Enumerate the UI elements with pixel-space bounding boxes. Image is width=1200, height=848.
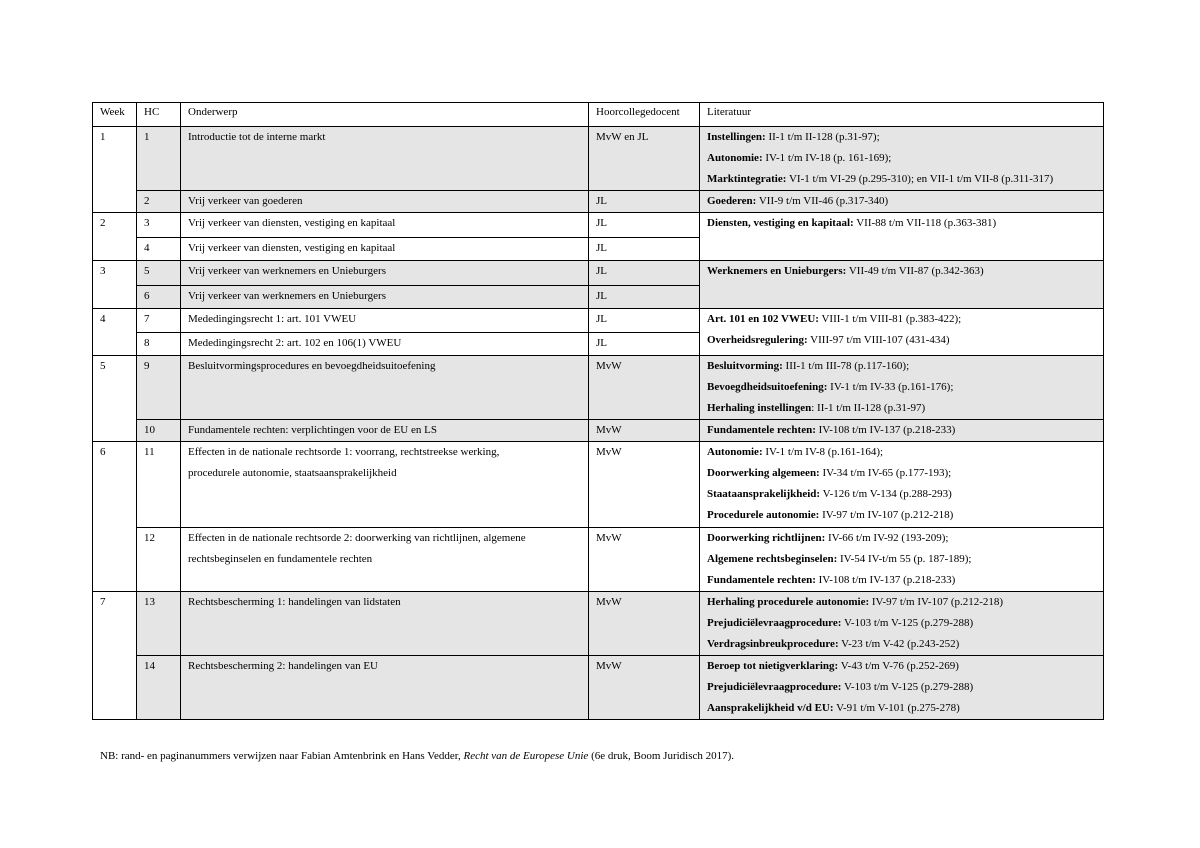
literature-reference: V-103 t/m V-125 (p.279-288) — [841, 617, 974, 629]
literatuur-cell — [700, 191, 1104, 213]
literature-line — [707, 549, 1103, 570]
onderwerp-line: procedurele autonomie, staatsaansprakelijkheid — [188, 467, 397, 479]
literature-topic: Prejudiciëlevraagprocedure: — [707, 617, 842, 629]
literature-line — [707, 528, 1103, 549]
literature-reference: V-91 t/m V-101 (p.275-278) — [833, 702, 960, 714]
table-row — [93, 656, 1104, 720]
hc-cell: 3 — [137, 213, 181, 238]
literature-topic: Goederen: — [707, 195, 757, 207]
schedule-body — [93, 127, 1104, 720]
literature-line — [707, 656, 1103, 677]
docent-cell: JL — [589, 333, 700, 356]
literature-topic: Procedurele autonomie: — [707, 509, 820, 521]
literature-topic: Doorwerking algemeen: — [707, 467, 820, 479]
header-row — [93, 103, 1104, 127]
hc-cell: 12 — [137, 528, 181, 592]
docent-cell: MvW — [589, 592, 700, 656]
header-onderwerp: Onderwerp — [181, 103, 589, 127]
onderwerp-cell — [181, 356, 589, 420]
hc-cell: 7 — [137, 309, 181, 333]
literature-line — [707, 127, 1103, 148]
table-row — [93, 442, 1104, 528]
table-row — [93, 592, 1104, 656]
literatuur-cell — [700, 528, 1104, 592]
table-row — [93, 127, 1104, 191]
literature-line — [707, 356, 1103, 377]
literature-topic: Algemene rechtsbeginselen: — [707, 553, 838, 565]
onderwerp-line: rechtsbeginselen en fundamentele rechten — [188, 553, 373, 565]
docent-cell: MvW — [589, 528, 700, 592]
literature-topic: Aansprakelijkheid v/d EU: — [707, 702, 834, 714]
hc-cell: 9 — [137, 356, 181, 420]
literature-topic: Doorwerking richtlijnen: — [707, 532, 826, 544]
literature-reference: IV-1 t/m IV-18 (p. 161-169); — [762, 152, 892, 164]
onderwerp-line: Vrij verkeer van diensten, vestiging en kapitaal — [188, 242, 396, 254]
literature-topic: Art. 101 en 102 VWEU: — [707, 313, 819, 325]
literature-line — [707, 148, 1103, 169]
literature-line — [707, 613, 1103, 634]
literature-topic: Fundamentele rechten: — [707, 424, 816, 436]
literature-reference: VII-49 t/m VII-87 (p.342-363) — [846, 265, 984, 277]
literature-topic: Herhaling instellingen — [707, 402, 812, 414]
hc-cell: 5 — [137, 261, 181, 286]
hc-cell: 13 — [137, 592, 181, 656]
literatuur-cell — [700, 309, 1104, 356]
onderwerp-cell — [181, 213, 589, 238]
literature-reference: V-43 t/m V-76 (p.252-269) — [838, 660, 959, 672]
table-row — [93, 213, 1104, 238]
hc-cell: 6 — [137, 286, 181, 309]
onderwerp-line: Vrij verkeer van werknemers en Unieburgers — [188, 290, 386, 302]
docent-cell: JL — [589, 238, 700, 261]
schedule-table — [92, 102, 1104, 720]
literature-line — [707, 213, 1103, 234]
literature-topic: Werknemers en Unieburgers: — [707, 265, 847, 277]
literatuur-cell — [700, 261, 1104, 309]
literature-reference: IV-108 t/m IV-137 (p.218-233) — [815, 424, 956, 436]
literature-line — [707, 309, 1103, 330]
literature-line — [707, 570, 1103, 591]
literature-line — [707, 463, 1103, 484]
literature-reference: IV-97 t/m IV-107 (p.212-218) — [869, 596, 1004, 608]
literature-reference: IV-97 t/m IV-107 (p.212-218) — [819, 509, 954, 521]
literature-line — [707, 677, 1103, 698]
header-literatuur: Literatuur — [700, 103, 1104, 127]
hc-cell: 11 — [137, 442, 181, 528]
literature-reference: IV-54 IV-t/m 55 (p. 187-189); — [837, 553, 972, 565]
week-cell: 7 — [93, 592, 137, 720]
docent-cell: JL — [589, 286, 700, 309]
literatuur-cell — [700, 213, 1104, 261]
literature-line — [707, 169, 1103, 190]
literature-line — [707, 420, 1103, 441]
table-row — [93, 420, 1104, 442]
footnote-edition: (6e druk, Boom Juridisch 2017). — [588, 750, 735, 762]
literature-topic: Autonomie: — [707, 446, 763, 458]
literature-topic: Verdragsinbreukprocedure: — [707, 638, 839, 650]
table-row — [93, 528, 1104, 592]
literature-line — [707, 634, 1103, 655]
literature-reference: IV-66 t/m IV-92 (193-209); — [825, 532, 949, 544]
literature-topic: Instellingen: — [707, 131, 766, 143]
literature-line — [707, 377, 1103, 398]
literature-topic: Overheidsregulering: — [707, 334, 808, 346]
table-row — [93, 356, 1104, 420]
onderwerp-cell — [181, 191, 589, 213]
week-cell: 6 — [93, 442, 137, 592]
literature-reference: VII-88 t/m VII-118 (p.363-381) — [853, 217, 997, 229]
docent-cell: MvW — [589, 656, 700, 720]
literature-topic: Bevoegdheidsuitoefening: — [707, 381, 828, 393]
literature-line — [707, 261, 1103, 282]
literature-topic: Beroep tot nietigverklaring: — [707, 660, 839, 672]
literature-topic: Fundamentele rechten: — [707, 574, 816, 586]
hc-cell: 14 — [137, 656, 181, 720]
docent-cell: JL — [589, 213, 700, 238]
literatuur-cell — [700, 356, 1104, 420]
hc-cell: 8 — [137, 333, 181, 356]
docent-cell: JL — [589, 261, 700, 286]
onderwerp-cell — [181, 442, 589, 528]
literatuur-cell — [700, 656, 1104, 720]
header-week: Week — [93, 103, 137, 127]
literature-topic: Staataansprakelijkheid: — [707, 488, 821, 500]
literatuur-cell — [700, 420, 1104, 442]
literature-line — [707, 191, 1103, 212]
week-cell: 3 — [93, 261, 137, 309]
literature-topic: Besluitvorming: — [707, 360, 783, 372]
literature-reference: II-1 t/m II-128 (p.31-97); — [765, 131, 880, 143]
header-hc: HC — [137, 103, 181, 127]
onderwerp-line: Fundamentele rechten: verplichtingen voor de EU en LS — [188, 424, 437, 436]
onderwerp-cell — [181, 127, 589, 191]
literature-reference: : II-1 t/m II-128 (p.31-97) — [811, 402, 926, 414]
literature-reference: VIII-97 t/m VIII-107 (431-434) — [807, 334, 950, 346]
literature-reference: V-126 t/m V-134 (p.288-293) — [820, 488, 952, 500]
week-cell: 4 — [93, 309, 137, 356]
hc-cell: 1 — [137, 127, 181, 191]
literature-line — [707, 698, 1103, 719]
docent-cell: MvW en JL — [589, 127, 700, 191]
docent-cell: MvW — [589, 420, 700, 442]
footnote-book-title: Recht van de Europese Unie — [463, 750, 589, 762]
onderwerp-line: Rechtsbescherming 1: handelingen van lidstaten — [188, 596, 401, 608]
table-row — [93, 191, 1104, 213]
literature-reference: IV-34 t/m IV-65 (p.177-193); — [819, 467, 952, 479]
onderwerp-cell — [181, 333, 589, 356]
onderwerp-line: Rechtsbescherming 2: handelingen van EU — [188, 660, 379, 672]
literature-line — [707, 442, 1103, 463]
week-cell: 1 — [93, 127, 137, 213]
footnote-text: NB: rand- en paginanummers verwijzen naar Fabian Amtenbrink en Hans Vedder, — [100, 750, 464, 762]
literature-topic: Herhaling procedurele autonomie: — [707, 596, 870, 608]
docent-cell: MvW — [589, 356, 700, 420]
onderwerp-cell — [181, 592, 589, 656]
onderwerp-cell — [181, 261, 589, 286]
onderwerp-line: Vrij verkeer van diensten, vestiging en kapitaal — [188, 217, 396, 229]
literature-reference: V-23 t/m V-42 (p.243-252) — [838, 638, 960, 650]
literature-line — [707, 592, 1103, 613]
onderwerp-line: Introductie tot de interne markt — [188, 131, 326, 143]
literatuur-cell — [700, 592, 1104, 656]
literature-reference: III-1 t/m III-78 (p.117-160); — [782, 360, 910, 372]
week-cell: 5 — [93, 356, 137, 442]
literature-reference: VIII-1 t/m VIII-81 (p.383-422); — [818, 313, 962, 325]
literature-reference: VI-1 t/m VI-29 (p.295-310); en VII-1 t/m VII-8 (p.311-317) — [786, 173, 1054, 185]
onderwerp-line: Mededingingsrecht 2: art. 102 en 106(1) VWEU — [188, 337, 402, 349]
literature-topic: Autonomie: — [707, 152, 763, 164]
onderwerp-cell — [181, 656, 589, 720]
header-hoorcollegedocent: Hoorcollegedocent — [589, 103, 700, 127]
onderwerp-line: Vrij verkeer van werknemers en Unieburgers — [188, 265, 386, 277]
onderwerp-line: Vrij verkeer van goederen — [188, 195, 303, 207]
literature-topic: Marktintegratie: — [707, 173, 787, 185]
table-row — [93, 309, 1104, 333]
literature-line — [707, 398, 1103, 419]
onderwerp-line: Besluitvormingsprocedures en bevoegdheidsuitoefening — [188, 360, 436, 372]
literature-topic: Diensten, vestiging en kapitaal: — [707, 217, 854, 229]
literature-reference: IV-1 t/m IV-8 (p.161-164); — [762, 446, 884, 458]
onderwerp-cell — [181, 309, 589, 333]
literatuur-cell — [700, 442, 1104, 528]
onderwerp-line: Mededingingsrecht 1: art. 101 VWEU — [188, 313, 357, 325]
literature-reference: V-103 t/m V-125 (p.279-288) — [841, 681, 974, 693]
footnote — [100, 750, 734, 762]
literature-line — [707, 505, 1103, 526]
literature-line — [707, 330, 1103, 351]
onderwerp-cell — [181, 420, 589, 442]
hc-cell: 4 — [137, 238, 181, 261]
week-cell: 2 — [93, 213, 137, 261]
literature-line — [707, 484, 1103, 505]
onderwerp-cell — [181, 238, 589, 261]
literature-reference: IV-108 t/m IV-137 (p.218-233) — [815, 574, 956, 586]
onderwerp-cell — [181, 528, 589, 592]
table-row — [93, 261, 1104, 286]
onderwerp-line: Effecten in de nationale rechtsorde 1: voorrang, rechtstreekse werking, — [188, 446, 500, 458]
hc-cell: 10 — [137, 420, 181, 442]
literature-topic: Prejudiciëlevraagprocedure: — [707, 681, 842, 693]
onderwerp-cell — [181, 286, 589, 309]
docent-cell: JL — [589, 309, 700, 333]
docent-cell: JL — [589, 191, 700, 213]
hc-cell: 2 — [137, 191, 181, 213]
literature-reference: IV-1 t/m IV-33 (p.161-176); — [827, 381, 954, 393]
docent-cell: MvW — [589, 442, 700, 528]
onderwerp-line: Effecten in de nationale rechtsorde 2: doorwerking van richtlijnen, algemene — [188, 532, 526, 544]
literature-reference: VII-9 t/m VII-46 (p.317-340) — [756, 195, 889, 207]
literatuur-cell — [700, 127, 1104, 191]
